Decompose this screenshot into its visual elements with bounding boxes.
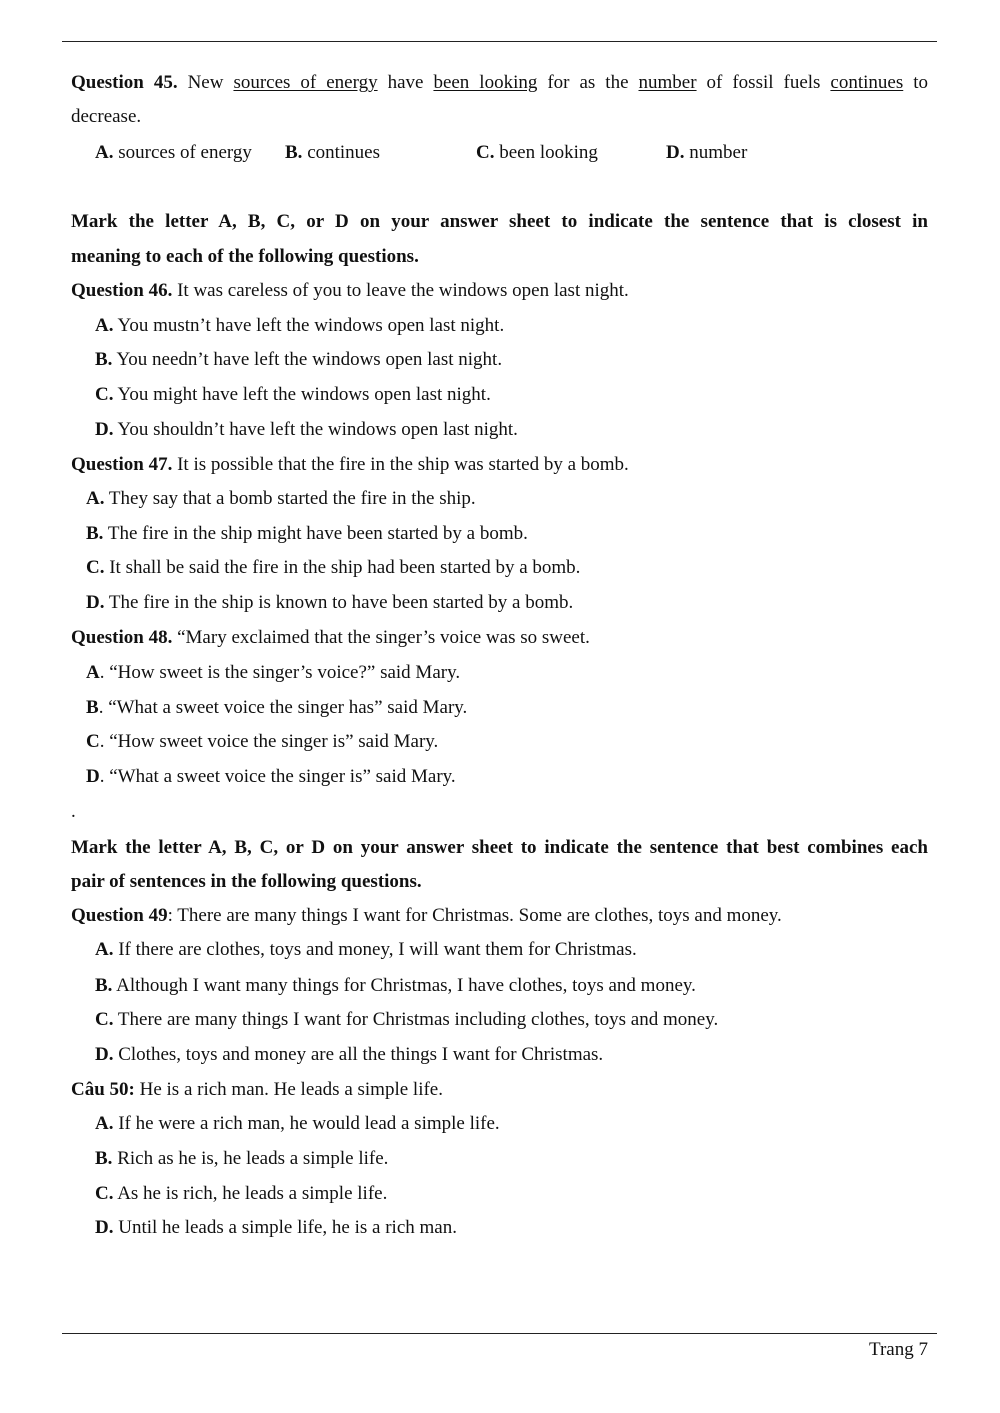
header-rule <box>62 41 937 42</box>
section-instruction: Mark the letter A, B, C, or D on your answer sheet to indicate the sentence that is closest in <box>71 211 928 232</box>
answer-option: B. “What a sweet voice the singer has” said Mary. <box>86 697 468 718</box>
section-instruction: pair of sentences in the following questions. <box>71 871 422 892</box>
question-45-continuation: decrease. <box>71 106 142 127</box>
question-label: Question 45. <box>71 72 178 93</box>
answer-option: C. You might have left the windows open last night. <box>95 384 491 405</box>
answer-option: B. continues <box>285 142 381 163</box>
question-47: Question 47. It is possible that the fire in the ship was started by a bomb. <box>71 454 629 475</box>
question-49: Question 49: There are many things I want for Christmas. Some are clothes, toys and money. <box>71 905 782 926</box>
section-instruction: Mark the letter A, B, C, or D on your answer sheet to indicate the sentence that best combines each <box>71 837 928 858</box>
answer-option: D. “What a sweet voice the singer is” said Mary. <box>86 766 456 787</box>
answer-option: A. They say that a bomb started the fire in the ship. <box>86 488 476 509</box>
underlined-option: sources of energy <box>233 72 378 93</box>
answer-option: D. You shouldn’t have left the windows open last night. <box>95 419 518 440</box>
answer-option: B. Rich as he is, he leads a simple life. <box>95 1148 389 1169</box>
underlined-option: been looking <box>433 72 538 93</box>
answer-option: A. You mustn’t have left the windows open last night. <box>95 315 505 336</box>
answer-option: C. It shall be said the fire in the ship had been started by a bomb. <box>86 557 581 578</box>
underlined-option: number <box>638 72 697 93</box>
answer-option: B. The fire in the ship might have been started by a bomb. <box>86 523 528 544</box>
stray-dot: . <box>71 801 76 822</box>
question-label: Question 49 <box>71 905 168 926</box>
section-instruction: meaning to each of the following questions. <box>71 246 419 267</box>
answer-option: C. There are many things I want for Christmas including clothes, toys and money. <box>95 1009 719 1030</box>
footer-rule <box>62 1333 937 1334</box>
answer-option: D. Until he leads a simple life, he is a rich man. <box>95 1217 457 1238</box>
answer-option: A. sources of energy <box>95 142 252 163</box>
answer-option: B. Although I want many things for Christmas, I have clothes, toys and money. <box>95 975 696 996</box>
answer-option: D. The fire in the ship is known to have been started by a bomb. <box>86 592 574 613</box>
answer-option: A. If he were a rich man, he would lead a simple life. <box>95 1113 500 1134</box>
answer-option: C. been looking <box>476 142 598 163</box>
answer-option: C. As he is rich, he leads a simple life. <box>95 1183 388 1204</box>
question-label: Câu 50: <box>71 1079 135 1100</box>
question-label: Question 47. <box>71 454 173 475</box>
underlined-option: continues <box>830 72 904 93</box>
answer-option: A. If there are clothes, toys and money, I will want them for Christmas. <box>95 939 637 960</box>
question-label: Question 48. <box>71 627 173 648</box>
answer-option: A. “How sweet is the singer’s voice?” said Mary. <box>86 662 461 683</box>
question-50: Câu 50: He is a rich man. He leads a simple life. <box>71 1079 443 1100</box>
question-48: Question 48. “Mary exclaimed that the singer’s voice was so sweet. <box>71 627 590 648</box>
question-46: Question 46. It was careless of you to leave the windows open last night. <box>71 280 629 301</box>
answer-option: B. You needn’t have left the windows open last night. <box>95 349 503 370</box>
question-45: Question 45. New sources of energy have been looking for as the number of fossil fuels continues to <box>71 72 929 93</box>
answer-option: D. Clothes, toys and money are all the things I want for Christmas. <box>95 1044 604 1065</box>
answer-option: D. number <box>666 142 748 163</box>
page-number: Trang 7 <box>869 1339 928 1360</box>
question-label: Question 46. <box>71 280 173 301</box>
answer-option: C. “How sweet voice the singer is” said Mary. <box>86 731 439 752</box>
